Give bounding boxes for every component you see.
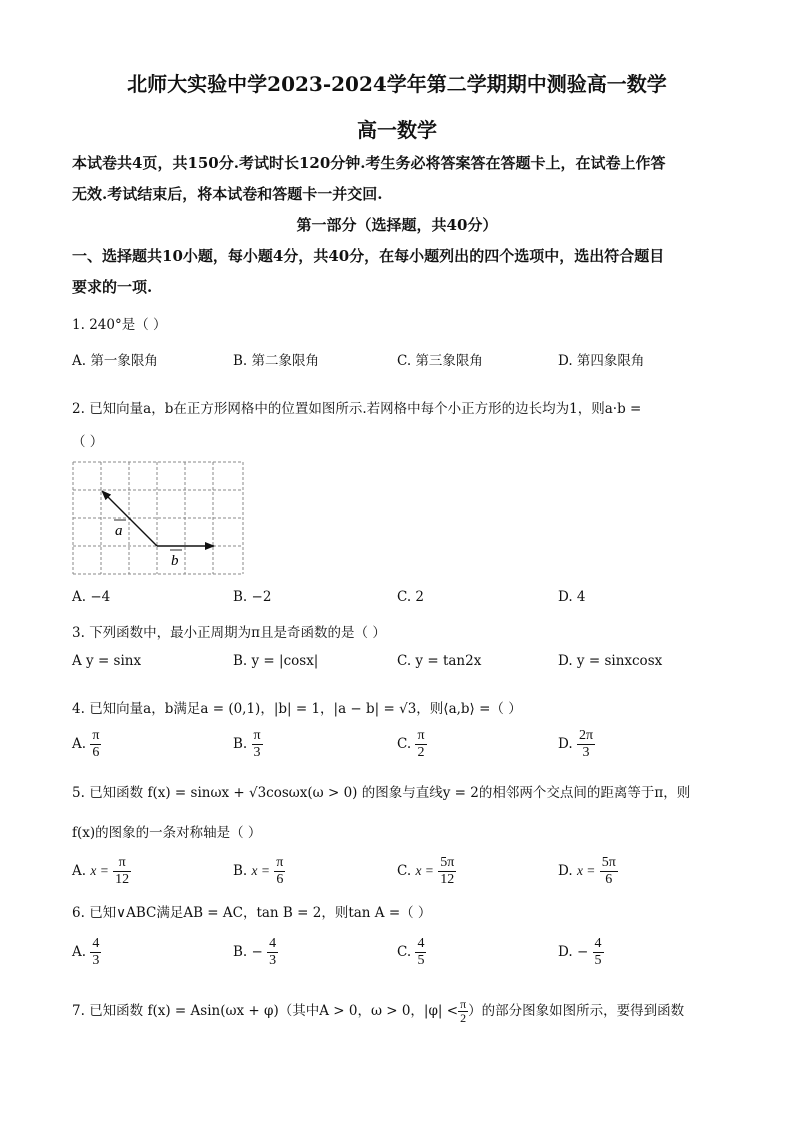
exam-title: 北师大实验中学2023-2024学年第二学期期中测验高一数学 [127, 72, 667, 96]
q6-option-a: A. $\frac{4}{3}$ [72, 936, 100, 968]
section-intro-line-1: 一、选择题共10小题，每小题4分，共40分，在每小题列出的四个选项中，选出符合题目 [72, 247, 665, 265]
q4-option-b: B. $\frac{\pi}{3}$ [233, 728, 261, 760]
instructions-line-1: 本试卷共4页，共150分.考试时长120分钟.考生务必将答案答在答题卡上，在试卷上作答 [72, 154, 666, 172]
question-3 [72, 621, 386, 641]
q3-option-a: A y = sinx [72, 653, 142, 669]
q4-option-d: D. $\frac{2\pi}{3}$ [558, 728, 594, 760]
q2-option-c: C. 2 [397, 589, 425, 605]
fraction: $\frac{5\pi}{6}$ [601, 855, 616, 887]
question-stem: 已知∨ABC满足AB = AC，tan B = 2，则tan A =（ ） [89, 905, 432, 921]
q4-option-a: A. $\frac{\pi}{6}$ [72, 728, 100, 760]
fraction: $\frac{2\pi}{3}$ [578, 728, 594, 760]
fraction: $\frac{\pi}{6}$ [276, 855, 284, 887]
q2-option-b: B. −2 [233, 589, 272, 605]
exam-subtitle: 高一数学 [357, 118, 437, 142]
q4-option-c: C. $\frac{\pi}{2}$ [397, 728, 425, 760]
vector-grid-figure [72, 461, 248, 579]
question-2 [72, 397, 641, 417]
question-stem: 240°是（ ） [89, 317, 167, 333]
q3-option-c: C. y = tan2x [397, 653, 482, 669]
section-title: 第一部分（选择题，共40分） [296, 216, 498, 234]
fraction: $\frac{5\pi}{12}$ [440, 855, 455, 887]
question-number: 5. [72, 785, 85, 801]
fraction: $\frac{\pi}{3}$ [253, 728, 261, 760]
question-number: 7. [72, 1003, 85, 1019]
question-stem-part-2: ）的部分图象如图所示，要得到函数 [468, 1003, 685, 1019]
vector-a-label: a [115, 523, 123, 539]
question-5-continuation: f(x)的图象的一条对称轴是（ ） [72, 825, 262, 841]
fraction: $\frac{\pi}{12}$ [115, 855, 130, 887]
vector-b-label: b [171, 553, 179, 569]
question-stem: 已知向量a，b满足a = (0,1)，|b| = 1，|a − b| = √3，则⟨a,b⟩ =（ ） [89, 701, 522, 717]
fraction: $\frac{4}{3}$ [92, 936, 100, 968]
q6-option-b: B. − $\frac{4}{3}$ [233, 936, 277, 968]
question-number: 6. [72, 905, 85, 921]
q5-option-b: B. x = $\frac{\pi}{6}$ [233, 855, 284, 887]
q5-option-d: D. x = $\frac{5\pi}{6}$ [558, 855, 616, 887]
q3-option-b: B. y = |cosx| [233, 653, 319, 669]
question-stem: 下列函数中，最小正周期为π且是奇函数的是（ ） [89, 625, 386, 641]
question-stem: 已知函数 f(x) = sinωx + √3cosωx(ω > 0) 的图象与直线y = 2的相邻两个交点间的距离等于π，则 [89, 785, 691, 801]
question-stem-part-1: 已知函数 f(x) = Asin(ωx + φ)（其中A > 0，ω > 0，|φ| < [89, 1003, 459, 1019]
q1-option-d: D. 第四象限角 [558, 353, 645, 369]
q2-option-a: A. −4 [72, 589, 111, 605]
question-6 [72, 901, 431, 921]
question-7 [72, 998, 684, 1025]
fraction: $\frac{4}{3}$ [269, 936, 277, 968]
question-5 [72, 781, 690, 801]
q2-option-d: D. 4 [558, 589, 586, 605]
fraction: $\frac{4}{5}$ [417, 936, 425, 968]
grid-lines [73, 462, 243, 574]
q3-option-d: D. y = sinxcosx [558, 653, 663, 669]
question-number: 1. [72, 317, 85, 333]
fraction: $\frac{\pi}{6}$ [92, 728, 100, 760]
question-number: 2. [72, 401, 85, 417]
q1-option-a: A. 第一象限角 [72, 353, 158, 369]
section-intro-line-2: 要求的一项. [72, 278, 153, 296]
question-stem: 已知向量a，b在正方形网格中的位置如图所示.若网格中每个小正方形的边长均为1，则a·b = [89, 401, 642, 417]
fraction: $\frac{\pi}{2}$ [417, 728, 425, 760]
q1-option-c: C. 第三象限角 [397, 353, 483, 369]
instructions-line-2: 无效.考试结束后，将本试卷和答题卡一并交回. [72, 185, 383, 203]
question-number: 4. [72, 701, 85, 717]
question-4 [72, 697, 522, 717]
fraction: $\frac{4}{5}$ [594, 936, 602, 968]
fraction: $\frac{\pi}{2}$ [460, 997, 467, 1025]
question-2-continuation: （ ） [72, 434, 104, 450]
q6-option-d: D. − $\frac{4}{5}$ [558, 936, 602, 968]
q5-option-c: C. x = $\frac{5\pi}{12}$ [397, 855, 455, 887]
q5-option-a: A. x = $\frac{\pi}{12}$ [72, 855, 130, 887]
q1-option-b: B. 第二象限角 [233, 353, 320, 369]
question-number: 3. [72, 625, 85, 641]
question-1 [72, 313, 167, 333]
q6-option-c: C. $\frac{4}{5}$ [397, 936, 425, 968]
